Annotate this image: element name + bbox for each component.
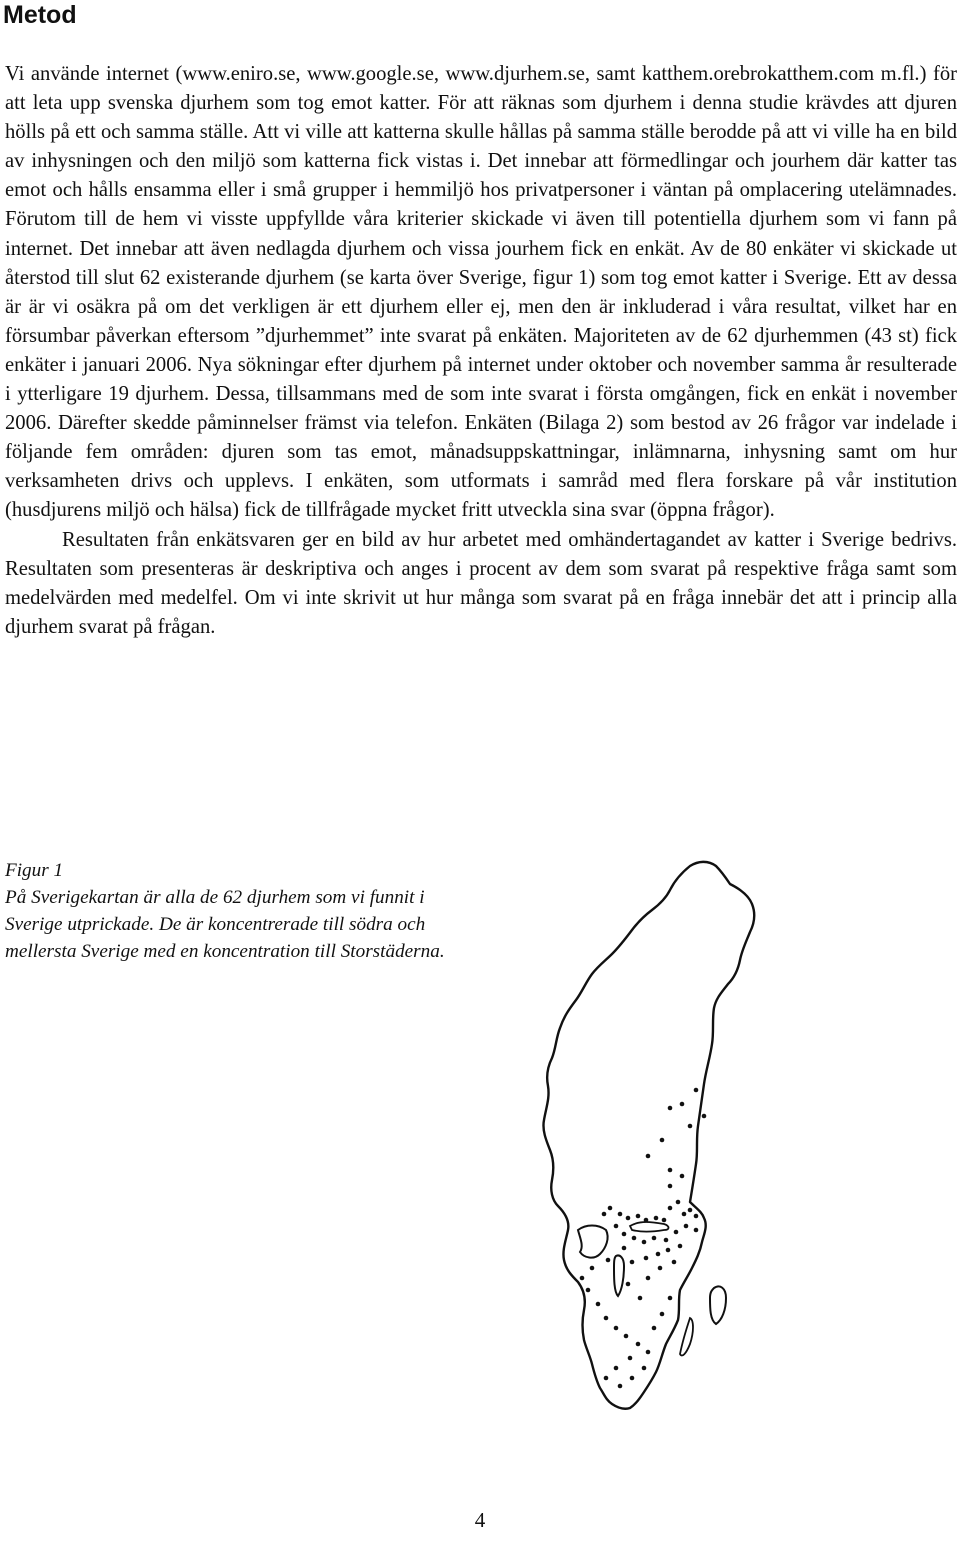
- shelter-dot: [668, 1184, 673, 1189]
- shelter-dot: [646, 1154, 651, 1159]
- shelter-dot: [694, 1214, 699, 1219]
- shelter-dot: [676, 1200, 681, 1205]
- shelter-dot: [668, 1106, 673, 1111]
- section-heading: Metod: [3, 1, 77, 29]
- paragraph-results: Resultaten från enkätsvaren ger en bild av hur arbetet med omhändertagandet av katter i Sverige bedrivs. Resultaten som presenteras är deskriptiva och anges i procent av dem som svarat på respektive fråga samt som medelvärden med medelfel. Om vi inte skrivit ut hur många som svarat på en fråga innebär det att i princip alla djurhem svarat på frågan.: [5, 528, 957, 638]
- shelter-dot: [660, 1312, 665, 1317]
- paragraph-method: Vi använde internet (www.eniro.se, www.google.se, www.djurhem.se, samt katthem.orebrokatthem.com m.fl.) för att leta upp svenska djurhem som tog emot katter. För att räknas som djurhem i denna studie krävdes att djuren hölls på ett och samma ställe. Att vi ville att katterna skulle hållas på samma ställe berodde på att vi ville ha en bild av inhysningen och den miljö som katterna fick vistas i. Det innebar att förmedlingar och jourhem där katter tas emot och hålls ensamma eller i små grupper i hemmiljö hos privatpersoner i väntan på omplacering utelämnades. Förutom till de hem vi visste uppfyllde våra kriterier skickade vi även till potentiella djurhem som vi fann på internet. Det innebar att även nedlagda djurhem och vissa jourhem fick en enkät. Av de 80 enkäter vi skickade ut återstod till slut 62 existerande djurhem (se karta över Sverige, figur 1) som tog emot katter i Sverige. Ett av dessa är är vi osäkra på om det verkligen är ett djurhem eller ej, men den är inkluderad i våra resultat, vilket har en försumbar påverkan eftersom ”djurhemmet” inte svarat på enkäten. Majoriteten av de 62 djurhemmen (43 st) fick enkäter i januari 2006. Nya sökningar efter djurhem på internet under oktober och november samma år resulterade i ytterligare 19 djurhem. Dessa, tillsammans med de som inte svarat i första omgången, fick en enkät i november 2006. Därefter skedde påminnelser främst via telefon. Enkäten (Bilaga 2) som bestod av 26 frågor var indelade i följande fem områden: djuren som tas emot, månadsuppskattningar, inlämnarna, inhysning samt om hur verksamheten drivs och upplevs. I enkäten, som utformats i samråd med flera forskare på vår institution (husdjurens miljö och hälsa) fick de tillfrågade mycket fritt utveckla sina svar (öppna frågor).: [5, 63, 957, 522]
- island-oland: [680, 1318, 693, 1356]
- shelter-dot: [642, 1240, 647, 1245]
- shelter-dot: [668, 1296, 673, 1301]
- shelter-dot: [626, 1282, 631, 1287]
- shelter-dot: [596, 1302, 601, 1307]
- shelter-dot: [656, 1252, 661, 1257]
- figure-caption: [5, 857, 445, 965]
- shelter-dot: [602, 1212, 607, 1217]
- island-gotland: [710, 1286, 726, 1324]
- shelter-dot: [580, 1276, 585, 1281]
- shelter-dots: [580, 1088, 707, 1389]
- sweden-map: [520, 858, 770, 1413]
- shelter-dot: [636, 1342, 641, 1347]
- lake-malaren: [630, 1222, 669, 1232]
- shelter-dot: [652, 1326, 657, 1331]
- shelter-dot: [664, 1238, 669, 1243]
- figure-caption-text: På Sverigekartan är alla de 62 djurhem som vi funnit i Sverige utprickade. De är koncentrerade till södra och mellersta Sverige med en koncentration till Storstäderna.: [5, 887, 445, 962]
- body-text: [5, 60, 957, 642]
- shelter-dot: [614, 1366, 619, 1371]
- lake-vanern: [578, 1226, 608, 1258]
- shelter-dot: [652, 1236, 657, 1241]
- shelter-dot: [618, 1212, 623, 1217]
- shelter-dot: [654, 1216, 659, 1221]
- shelter-dot: [646, 1350, 651, 1355]
- shelter-dot: [682, 1212, 687, 1217]
- figure-caption-title: Figur 1: [5, 860, 64, 881]
- shelter-dot: [642, 1366, 647, 1371]
- shelter-dot: [632, 1236, 637, 1241]
- shelter-dot: [668, 1206, 673, 1211]
- shelter-dot: [614, 1224, 619, 1229]
- shelter-dot: [668, 1168, 673, 1173]
- lake-vattern: [614, 1255, 624, 1296]
- shelter-dot: [644, 1218, 649, 1223]
- shelter-dot: [658, 1266, 663, 1271]
- shelter-dot: [660, 1138, 665, 1143]
- shelter-dot: [630, 1260, 635, 1265]
- shelter-dot: [646, 1276, 651, 1281]
- shelter-dot: [674, 1230, 679, 1235]
- shelter-dot: [702, 1114, 707, 1119]
- shelter-dot: [694, 1088, 699, 1093]
- shelter-dot: [662, 1218, 667, 1223]
- shelter-dot: [638, 1296, 643, 1301]
- shelter-dot: [624, 1334, 629, 1339]
- shelter-dot: [618, 1384, 623, 1389]
- shelter-dot: [672, 1260, 677, 1265]
- shelter-dot: [606, 1258, 611, 1263]
- shelter-dot: [604, 1316, 609, 1321]
- shelter-dot: [694, 1228, 699, 1233]
- shelter-dot: [590, 1266, 595, 1271]
- shelter-dot: [622, 1232, 627, 1237]
- shelter-dot: [644, 1256, 649, 1261]
- shelter-dot: [688, 1124, 693, 1129]
- shelter-dot: [684, 1224, 689, 1229]
- shelter-dot: [636, 1214, 641, 1219]
- shelter-dot: [608, 1206, 613, 1211]
- shelter-dot: [626, 1216, 631, 1221]
- shelter-dot: [614, 1326, 619, 1331]
- shelter-dot: [680, 1174, 685, 1179]
- shelter-dot: [628, 1356, 633, 1361]
- shelter-dot: [622, 1246, 627, 1251]
- shelter-dot: [688, 1208, 693, 1213]
- page-number: 4: [474, 1508, 486, 1532]
- shelter-dot: [680, 1102, 685, 1107]
- shelter-dot: [678, 1244, 683, 1249]
- shelter-dot: [666, 1248, 671, 1253]
- shelter-dot: [586, 1288, 591, 1293]
- shelter-dot: [630, 1376, 635, 1381]
- shelter-dot: [604, 1376, 609, 1381]
- sweden-outline: [543, 862, 754, 1409]
